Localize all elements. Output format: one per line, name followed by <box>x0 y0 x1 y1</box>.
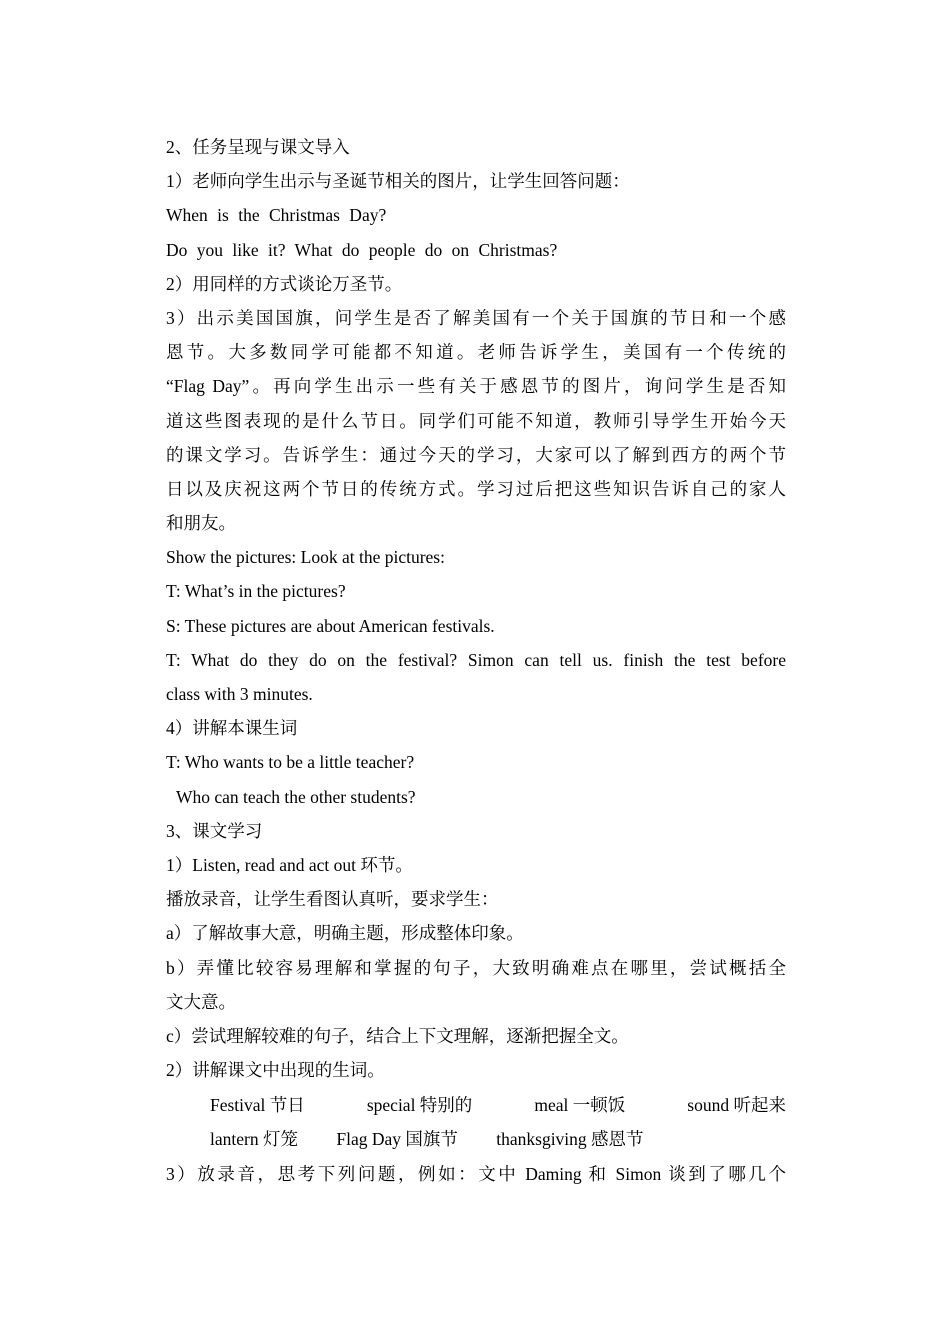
section-heading: 2、任务呈现与课文导入 <box>166 137 350 157</box>
paragraph-line: When is the Christmas Day? <box>166 205 387 226</box>
dialogue-line: S: These pictures are about American festivals. <box>166 615 495 636</box>
section-heading: 3、课文学习 <box>166 820 263 841</box>
vocab-item: thanksgiving 感恩节 <box>496 1129 644 1150</box>
paragraph-line: 道这些图表现的是什么节日。同学们可能不知道，教师引导学生开始今天 <box>166 410 786 431</box>
dialogue-line: class with 3 minutes. <box>166 684 313 704</box>
paragraph-line: 2）用同样的方式谈论万圣节。 <box>166 273 403 294</box>
vocab-item: lantern 灯笼 <box>210 1129 298 1150</box>
vocab-row <box>166 1122 786 1156</box>
paragraph-line: 3）出示美国国旗，问学生是否了解美国有一个关于国旗的节日和一个感 <box>166 307 786 328</box>
paragraph-line: 日以及庆祝这两个节日的传统方式。学习过后把这些知识告诉自己的家人 <box>166 478 786 499</box>
document-body <box>166 130 786 1191</box>
paragraph-line: Do you like it? What do people do on Christmas? <box>166 239 558 260</box>
list-item: c）尝试理解较难的句子，结合上下文理解，逐渐把握全文。 <box>166 1025 629 1046</box>
paragraph-line: 播放录音，让学生看图认真听，要求学生： <box>166 889 499 910</box>
dialogue-line: T: What do they do on the festival? Simon can tell us. finish the test before <box>166 649 786 670</box>
vocab-item: sound 听起来 <box>687 1095 786 1116</box>
list-item: 文大意。 <box>166 991 236 1012</box>
paragraph-line: 1）Listen, read and act out 环节。 <box>166 854 413 875</box>
paragraph-line: “Flag Day”。再向学生出示一些有关于感恩节的图片，询问学生是否知 <box>166 376 786 397</box>
paragraph-line: 和朋友。 <box>166 513 236 534</box>
dialogue-line: T: Who wants to be a little teacher? <box>166 752 415 773</box>
dialogue-line: Who can teach the other students? <box>176 786 416 807</box>
paragraph-line: 的课文学习。告诉学生：通过今天的学习，大家可以了解到西方的两个节 <box>166 444 786 465</box>
list-item: b）弄懂比较容易理解和掌握的句子，大致明确难点在哪里，尝试概括全 <box>166 957 786 978</box>
dialogue-line: T: What’s in the pictures? <box>166 581 346 602</box>
paragraph-line: 1）老师向学生出示与圣诞节相关的图片，让学生回答问题： <box>166 171 630 192</box>
vocab-item: special 特别的 <box>366 1095 473 1116</box>
paragraph-line: 2）讲解课文中出现的生词。 <box>166 1060 385 1081</box>
paragraph-line: 3）放录音，思考下列问题，例如：文中 Daming 和 Simon 谈到了哪几个 <box>166 1163 786 1184</box>
paragraph-line: 恩节。大多数同学可能都不知道。老师告诉学生，美国有一个传统的 <box>166 342 786 363</box>
paragraph-line: Show the pictures: Look at the pictures: <box>166 547 445 568</box>
subsection-heading: 4）讲解本课生词 <box>166 718 298 739</box>
vocab-item: meal 一顿饭 <box>534 1095 626 1116</box>
vocab-item: Flag Day 国旗节 <box>336 1129 458 1150</box>
vocab-item: Festival 节日 <box>210 1095 305 1116</box>
vocab-row <box>166 1088 786 1122</box>
list-item: a）了解故事大意，明确主题，形成整体印象。 <box>166 923 524 944</box>
